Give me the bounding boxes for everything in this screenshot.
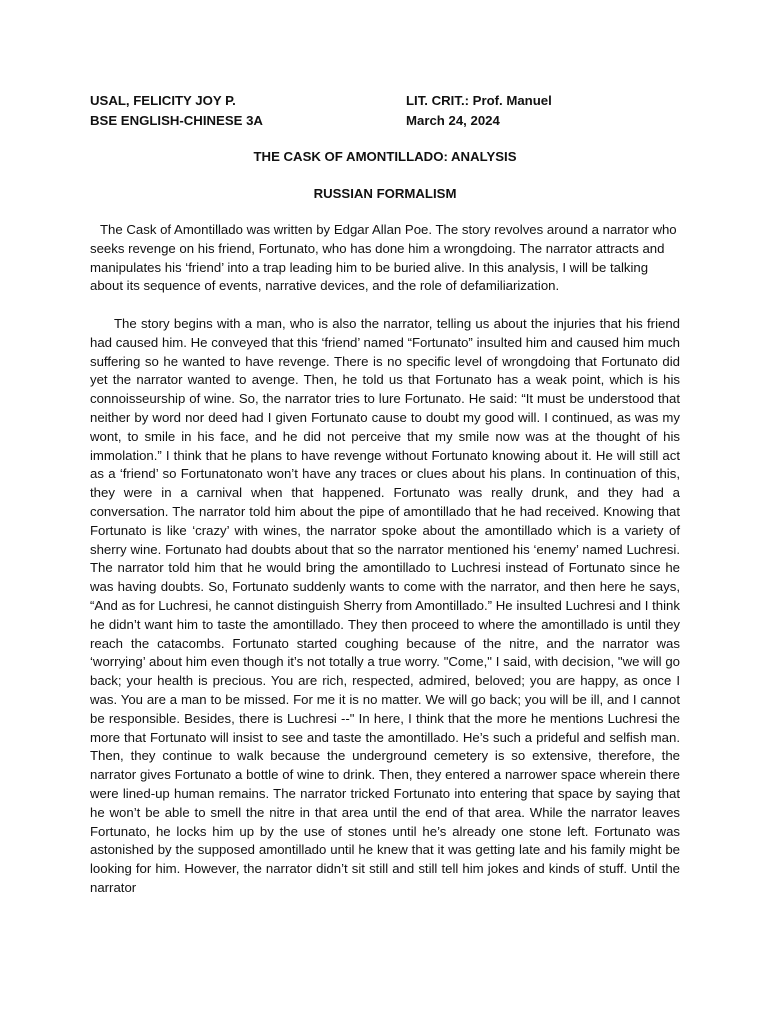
document-page (90, 91, 680, 898)
header-row-2 (90, 111, 680, 131)
submission-date: March 24, 2024 (406, 113, 500, 128)
student-name: USAL, FELICITY JOY P. (90, 93, 236, 108)
document-subtitle: RUSSIAN FORMALISM (313, 186, 457, 201)
paragraph-body: The story begins with a man, who is also the narrator, telling us about the injuries that his friend had caused him. He conveyed that this ‘friend’ named “Fortunato” insulted him and caused him much suffering so he wanted to have revenge. There is no specific level of wrongdoing that Fortunato did yet the narrator wanted to avenge. Then, he told us that Fortunato has a weak point, which is his connoisseurship of wine. So, the narrator tries to lure Fortunato. He said: “It must be understood that neither by word nor deed had I given Fortunato cause to doubt my good will. I continued, as was my wont, to smile in his face, and he did not perceive that my smile now was at the thought of his immolation.” I think that he plans to have revenge without Fortunato knowing about it. He will still act as a ‘friend’ so Fortunatonato won’t have any traces or clues about his plans. In continuation of this, they were in a carnival when that happened. Fortunato was really drunk, and they had a conversation. The narrator told him about the pipe of amontillado that he had received. Knowing that Fortunato is like ‘crazy’ with wines, the narrator spoke about the amontillado which is a variety of sherry wine. Fortunato had doubts about that so the narrator mentioned his ‘enemy’ named Luchresi. The narrator told him that he would bring the amontillado to Luchresi instead of Fortunato since he was having doubts. So, Fortunato suddenly wants to come with the narrator, and then here he says, “And as for Luchresi, he cannot distinguish Sherry from Amontillado.” He insulted Luchresi and I think he didn’t want him to taste the amontillado. They then proceed to where the amontillado is until they reach the catacombs. Fortunato started coughing because of the nitre, and the narrator was ‘worrying’ about him even though it’s not totally a true worry. "Come," I said, with decision, "we will go back; your health is precious. You are rich, respected, admired, beloved; you are happy, as once I was. You are a man to be missed. For me it is no matter. We will go back; you will be ill, and I cannot be responsible. Besides, there is Luchresi --" In here, I think that the more he mentions Luchresi the more that Fortunato will insist to see and taste the amontillado. He’s such a prideful and selfish man. Then, they continue to walk because the underground cemetery is so extensive, therefore, the narrator gives Fortunato a bottle of wine to drink. Then, they entered a narrower space wherein there were lined-up human remains. The narrator tricked Fortunato into entering that space by saying that he won’t be able to smell the nitre in that area until the end of that area. While the narrator leaves Fortunato, he locks him up by the use of stones until he’s already one stone left. Fortunato was astonished by the supposed amontillado until he knew that it was getting late and his family might be looking for him. However, the narrator didn’t sit still and still tell him jokes and kinds of stuff. Until the narrator (90, 315, 680, 895)
document-title: THE CASK OF AMONTILLADO: ANALYSIS (253, 149, 517, 164)
paragraph-intro: The Cask of Amontillado was written by Edgar Allan Poe. The story revolves around a narrator who seeks revenge on his friend, Fortunato, who has done him a wrongdoing. The narrator attracts and manipulates his ‘friend’ into a trap leading him to be buried alive. In this analysis, I will be talking about its sequence of events, narrative devices, and the role of defamiliarization. (90, 222, 677, 294)
course-professor: LIT. CRIT.: Prof. Manuel (406, 93, 552, 108)
header-row-1 (90, 91, 680, 111)
program-section: BSE ENGLISH-CHINESE 3A (90, 113, 263, 128)
